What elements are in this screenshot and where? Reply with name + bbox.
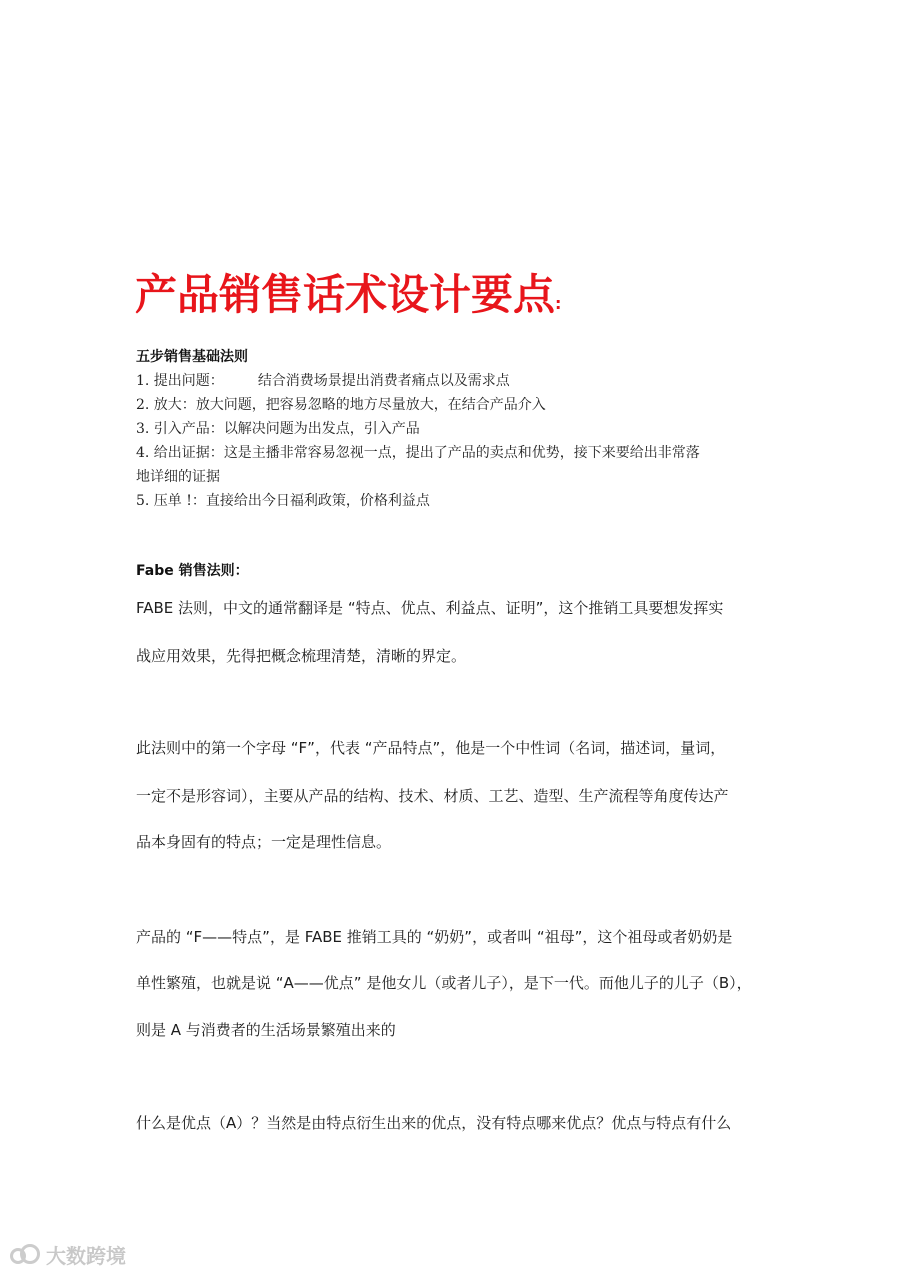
step-5 (136, 490, 430, 510)
logo-icon (10, 1244, 40, 1266)
step-text: 直接给出今日福利政策，价格利益点 (205, 493, 430, 509)
step-text: 以解决问题为出发点，引入产品 (223, 421, 420, 437)
page-title (135, 262, 561, 322)
fabe-paragraph-3-line-2: 单性繁殖，也就是说 “A——优点” 是他女儿（或者儿子），是下一代。而他儿子的儿子（B）， (136, 974, 752, 992)
step-label: 1. 提出问题： (136, 373, 224, 389)
fabe-paragraph-2-line-3: 品本身固有的特点；一定是理性信息。 (136, 833, 392, 851)
title-text: 产品销售话术设计要点 (135, 270, 556, 319)
step-4-continued (136, 466, 220, 486)
fabe-paragraph-1-line-2: 战应用效果，先得把概念梳理清楚，清晰的界定。 (136, 647, 467, 665)
five-steps-heading: 五步销售基础法则 (136, 349, 248, 365)
watermark (10, 1240, 126, 1269)
fabe-paragraph-2-line-1: 此法则中的第一个字母 “F”，代表 “产品特点”，他是一个中性词（名词，描述词，量词， (136, 739, 726, 757)
watermark-text: 大数跨境 (46, 1244, 126, 1268)
step-label: 4. 给出证据： (136, 445, 224, 461)
step-text: 放大问题，把容易忽略的地方尽量放大，在结合产品介入 (195, 397, 546, 413)
step-3 (136, 418, 420, 438)
step-1 (136, 370, 510, 390)
fabe-paragraph-3-line-1: 产品的 “F——特点”，是 FABE 推销工具的 “奶奶”，或者叫 “祖母”，这个祖母或者奶奶是 (136, 928, 733, 946)
step-label: 2. 放大： (136, 397, 196, 413)
fabe-paragraph-3-line-3: 则是 A 与消费者的生活场景繁殖出来的 (136, 1021, 396, 1039)
step-text: 这是主播非常容易忽视一点，提出了产品的卖点和优势，接下来要给出非常落 (223, 445, 700, 461)
step-text: 结合消费场景提出消费者痛点以及需求点 (257, 373, 510, 389)
fabe-paragraph-1-line-1: FABE 法则，中文的通常翻译是 “特点、优点、利益点、证明”，这个推销工具要想发挥实 (136, 599, 724, 617)
step-text: 地详细的证据 (136, 469, 220, 485)
step-4 (136, 442, 700, 462)
fabe-paragraph-2-line-2: 一定不是形容词），主要从产品的结构、技术、材质、工艺、造型、生产流程等角度传达产 (136, 787, 729, 805)
fabe-heading: Fabe 销售法则： (136, 563, 249, 579)
step-label: 3. 引入产品： (136, 421, 224, 437)
title-colon: : (555, 294, 562, 313)
step-label: 5. 压单 !： (136, 493, 206, 509)
fabe-paragraph-4-line-1: 什么是优点（A）？当然是由特点衍生出来的优点，没有特点哪来优点？优点与特点有什么 (136, 1114, 732, 1132)
step-2 (136, 394, 546, 414)
